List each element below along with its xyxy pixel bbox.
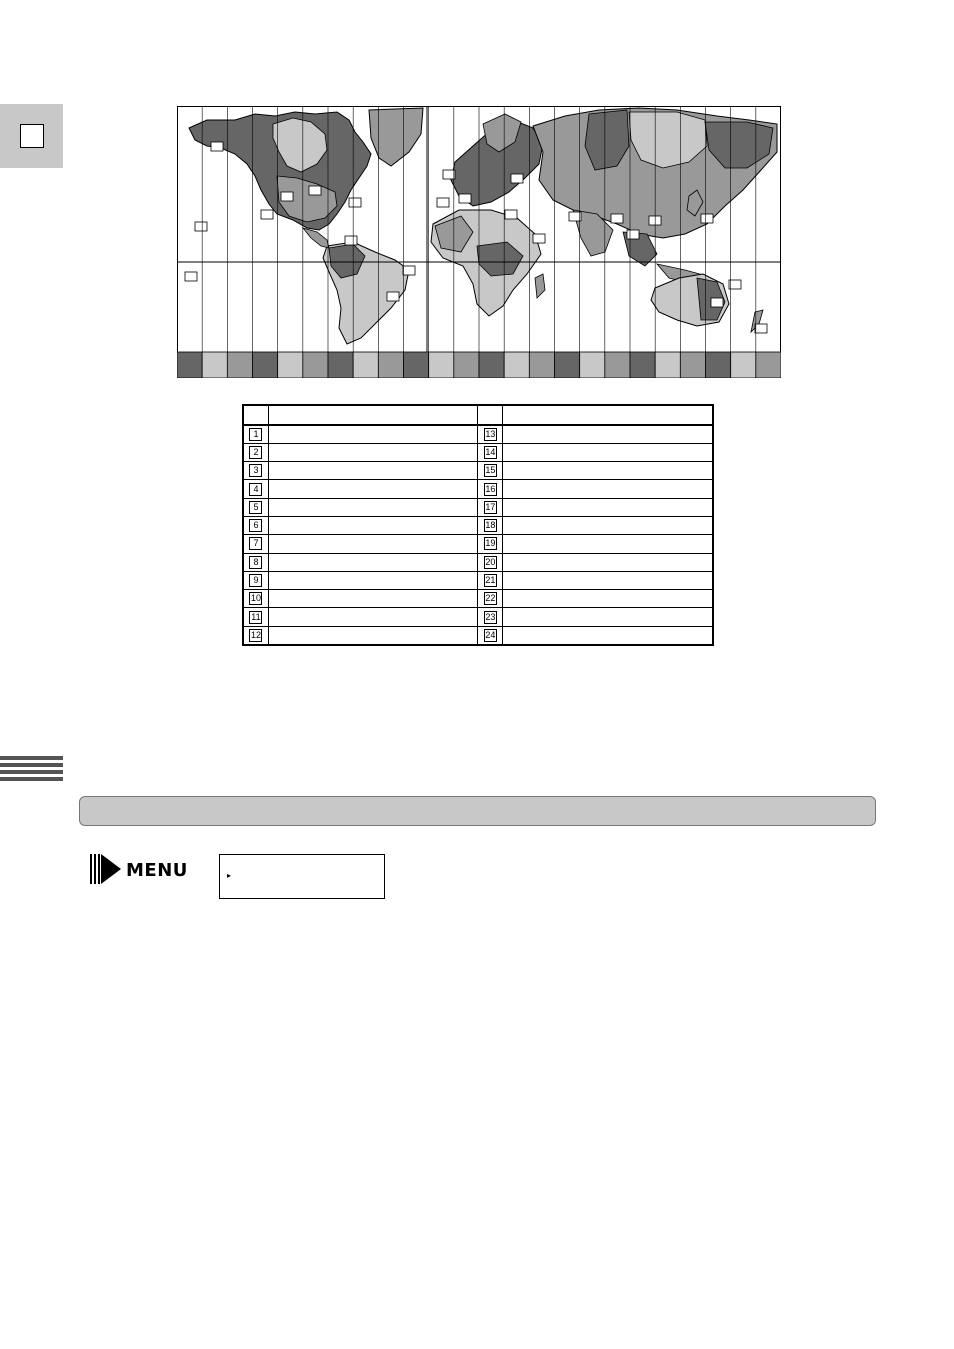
zone-number-right — [478, 498, 503, 516]
zone-city-right — [503, 553, 713, 571]
table-row — [243, 535, 713, 553]
table-row — [243, 553, 713, 571]
zone-city-right — [503, 425, 713, 443]
table-row — [243, 443, 713, 461]
time-zone-cell — [303, 352, 328, 378]
zone-number-box: 4 — [249, 483, 262, 496]
world-time-zone-map — [177, 106, 781, 378]
zone-number-box: 18 — [485, 520, 496, 531]
time-zone-cell — [555, 352, 580, 378]
zone-city-left — [268, 516, 478, 534]
zone-number-box: 9 — [249, 574, 262, 587]
zone-number-left — [243, 462, 268, 480]
zone-number-right — [478, 571, 503, 589]
table-row — [243, 498, 713, 516]
time-zone-cell — [429, 352, 454, 378]
zone-number-box: 5 — [249, 501, 262, 514]
time-zone-cell — [177, 352, 202, 378]
zone-city-left — [268, 480, 478, 498]
zone-number-box: 20 — [485, 556, 496, 567]
zone-number-right — [478, 443, 503, 461]
zone-city-left — [268, 425, 478, 443]
zone-number-left — [243, 480, 268, 498]
zone-city-left — [268, 553, 478, 571]
zone-number-right — [478, 462, 503, 480]
zone-city-left — [268, 571, 478, 589]
zone-city-right — [503, 462, 713, 480]
zone-city-left — [268, 590, 478, 608]
table-row — [243, 480, 713, 498]
time-zone-cell — [580, 352, 605, 378]
zone-number-left — [243, 443, 268, 461]
menu-screen-box — [219, 854, 385, 899]
zone-number-box: 17 — [485, 501, 496, 512]
zone-city-right — [503, 626, 713, 644]
divider-bar — [0, 763, 63, 767]
zone-number-box: 10 — [250, 593, 261, 604]
zone-city-right — [503, 443, 713, 461]
zone-city-left — [268, 626, 478, 644]
divider-bar — [0, 756, 63, 760]
zone-city-left — [268, 498, 478, 516]
time-zone-cell — [479, 352, 504, 378]
time-zone-cell — [227, 352, 252, 378]
zone-number-right — [478, 480, 503, 498]
zone-number-box: 12 — [250, 629, 261, 640]
zone-city-right — [503, 480, 713, 498]
zone-number-right — [478, 553, 503, 571]
zone-number-left — [243, 425, 268, 443]
zone-number-box: 15 — [485, 465, 496, 476]
time-zone-table — [242, 404, 714, 646]
time-zone-cell — [706, 352, 731, 378]
section-heading-banner — [79, 796, 876, 826]
menu-label: MENU — [126, 860, 188, 881]
zone-number-box: 2 — [249, 446, 262, 459]
zone-number-left — [243, 498, 268, 516]
zone-city-right — [503, 516, 713, 534]
zone-city-left — [268, 608, 478, 626]
zone-number-left — [243, 590, 268, 608]
zone-number-box: 16 — [485, 483, 496, 494]
header-number-right — [478, 405, 503, 425]
table-row — [243, 425, 713, 443]
zone-number-box: 1 — [249, 428, 262, 441]
zone-number-right — [478, 516, 503, 534]
time-zone-cell — [202, 352, 227, 378]
section-side-tab — [0, 104, 63, 168]
zone-number-box: 8 — [249, 556, 262, 569]
zone-number-right — [478, 425, 503, 443]
zone-number-box: 22 — [485, 593, 496, 604]
zone-number-left — [243, 571, 268, 589]
zone-number-box: 11 — [251, 611, 261, 622]
time-zone-cell — [731, 352, 756, 378]
zone-number-box: 19 — [485, 538, 496, 549]
time-zone-cell — [378, 352, 403, 378]
zone-city-right — [503, 535, 713, 553]
zone-number-box: 14 — [485, 446, 496, 457]
time-zone-cell — [278, 352, 303, 378]
divider-bar — [0, 777, 63, 781]
time-zone-cell — [253, 352, 278, 378]
table-row — [243, 516, 713, 534]
zone-number-box: 24 — [485, 629, 496, 640]
zone-number-box: 3 — [249, 464, 262, 477]
zone-number-right — [478, 590, 503, 608]
zone-number-right — [478, 535, 503, 553]
zone-number-right — [478, 626, 503, 644]
section-divider-bars — [0, 756, 63, 782]
table-header-row — [243, 405, 713, 425]
zone-city-right — [503, 590, 713, 608]
table-row — [243, 462, 713, 480]
table-row — [243, 571, 713, 589]
header-number-left — [243, 405, 268, 425]
zone-number-left — [243, 626, 268, 644]
table-row — [243, 626, 713, 644]
zone-city-right — [503, 608, 713, 626]
zone-number-right — [478, 608, 503, 626]
table-row — [243, 608, 713, 626]
zone-number-box: 7 — [249, 537, 262, 550]
time-zone-cell — [655, 352, 680, 378]
zone-city-right — [503, 498, 713, 516]
time-zone-cell — [529, 352, 554, 378]
zone-number-left — [243, 553, 268, 571]
zone-number-box: 13 — [485, 428, 496, 439]
divider-bar — [0, 770, 63, 774]
zone-number-left — [243, 608, 268, 626]
time-zone-cell — [404, 352, 429, 378]
time-zone-cell — [504, 352, 529, 378]
zone-city-right — [503, 571, 713, 589]
zone-city-left — [268, 535, 478, 553]
zone-city-left — [268, 462, 478, 480]
zone-number-left — [243, 535, 268, 553]
time-zone-cell — [353, 352, 378, 378]
time-zone-cell — [328, 352, 353, 378]
zone-number-box: 6 — [249, 519, 262, 532]
time-zone-cell — [454, 352, 479, 378]
zone-number-left — [243, 516, 268, 534]
zone-number-box: 21 — [485, 575, 496, 586]
zone-number-box: 23 — [485, 611, 496, 622]
time-zone-cell — [630, 352, 655, 378]
section-marker-box — [20, 124, 44, 148]
menu-pointer-icon: ▸ — [227, 871, 232, 880]
header-city-right — [503, 405, 713, 425]
time-zone-cell — [680, 352, 705, 378]
time-zone-map-svg — [177, 106, 781, 378]
time-zone-cell — [756, 352, 781, 378]
time-zone-strip — [177, 352, 781, 378]
header-city-left — [268, 405, 478, 425]
zone-city-left — [268, 443, 478, 461]
time-zone-cell — [605, 352, 630, 378]
table-row — [243, 590, 713, 608]
